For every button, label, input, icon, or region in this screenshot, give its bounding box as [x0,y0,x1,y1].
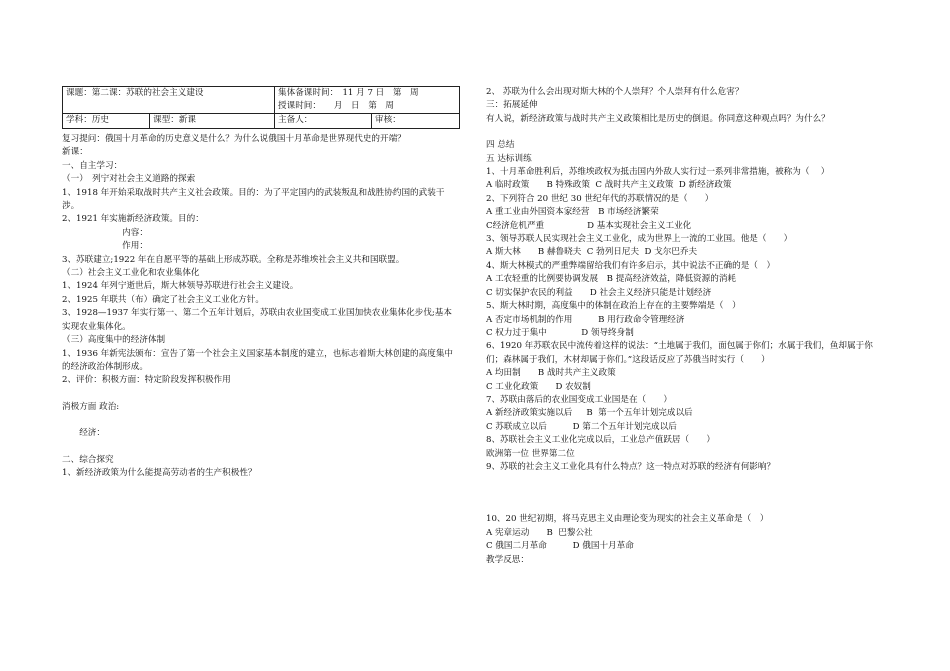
text-line: 2、 苏联为什么会出现对斯大林的个人崇拜？个人崇拜有什么危害？ [486,87,744,97]
text-line: 7、苏联由落后的农业国变成工业国是在（ ） [486,394,672,405]
text-line: A 重工业由外国资本家经营 B 市场经济繁荣 [486,207,659,218]
reviewer-cell: 审核： [372,114,460,129]
lesson-type-cell: 课型：新课 [150,114,275,129]
subject-cell: 学科：历史 [63,114,150,129]
text-line: 消极方面 政治: [62,401,120,412]
topic-cell: 课题：第二课：苏联的社会主义建设 [63,87,275,114]
text-line: 一、自主学习： [62,160,123,171]
text-line: 4、斯大林模式的严重弊端留给我们有许多启示，其中说法不正确的是（ ） [486,260,776,271]
left-column [62,86,460,480]
text-line: （一） 列宁对社会主义道路的探索 [62,174,196,185]
text-line: 新课： [62,147,88,158]
text-line: A 工农轻重的比例要协调发展 B 提高经济效益，降低资源的消耗 [486,274,737,285]
prep-time-cell [275,87,460,114]
text-line [62,414,460,427]
text-line: 四 总结 [486,140,515,151]
text-line: 3、领导苏联人民实现社会主义工业化，成为世界上一流的工业国。他是（ ） [486,234,793,245]
teach-time: 授课时间： 月 日 第 周 [278,101,395,111]
text-line: 1、新经济政策为什么能提高劳动者的生产积极性？ [62,467,257,478]
text-line: A 均田制 B 战时共产主义政策 [486,368,616,379]
text-line: 5、斯大林时期，高度集中的体制在政治上存在的主要弊端是（ ） [486,301,741,312]
text-line: C经济危机严重 D 基本实现社会主义工业化 [486,220,692,231]
text-line: 1、1924 年列宁逝世后，斯大林领导苏联进行社会主义建设。 [62,281,299,292]
text-line: 有人说，新经济政策与战时共产主义政策相比是历史的倒退。你同意这种观点吗？为什么？ [486,113,830,124]
text-line: 3、1928—1937 年实行第一、第二个五年计划后，苏联由农业国变成工业国加快农业集体化步伐;基本实现农业集体化。 [62,308,452,332]
text-line: 2、评价：积极方面：特定阶段发挥积极作用 [62,375,231,386]
text-line [62,441,460,454]
text-line: 2、下列符合 20 世纪 30 世纪年代的苏联情况的是（ ） [486,193,714,204]
right-body [486,86,886,567]
text-line: 复习提问：俄国十月革命的历史意义是什么？为什么说俄国十月革命是世界现代史的开端？ [62,134,406,144]
text-line: 1、十月革命胜利后，苏维埃政权为抵击国内外敌人实行过一系列非常措施，被称为（ ） [486,167,830,178]
text-line [486,126,886,139]
text-line: 经济： [62,428,105,439]
text-line: A 新经济政策实施以后 B 第一个五年计划完成以后 [486,408,693,419]
text-line: C 俄国二月革命 D 俄国十月革命 [486,541,634,552]
text-line: （二）社会主义工业化和农业集体化 [62,268,200,279]
text-line [62,388,460,401]
text-line: A 临时政策 B 特殊政策 C 战时共产主义政策 D 新经济政策 [486,180,732,191]
text-line [486,487,886,500]
text-line: 作用： [62,241,148,252]
text-line: 8、苏联社会主义工业化完成以后，工业总产值跃居（ ） [486,435,715,446]
text-line: 欧洲第一位 世界第二位 [486,448,575,459]
text-line [486,500,886,513]
text-line: 二、综合探究 [62,454,114,465]
text-line: 三：拓展延伸 [486,100,538,111]
prep-time: 集体备课时间： 11 月 7 日 第 周 [278,88,419,98]
text-line: 五 达标训练 [486,153,532,164]
text-line: 9、苏联的社会主义工业化具有什么特点？这一特点对苏联的经济有何影响？ [486,461,776,472]
text-line: A 斯大林 B 赫鲁晓夫 C 勃列日尼夫 D 戈尔巴乔夫 [486,247,698,258]
left-body [62,133,460,480]
text-line: 6、1920 年苏联农民中流传着这样的说法：“土地属于我们，面包属于你们；水属于我们，鱼却属于你们；森林属于我们，木材却属于你们。”这段话反应了苏俄当时实行（ ） [486,341,873,365]
text-line: 2、1925 年联共（布）确定了社会主义工业化方针。 [62,294,264,305]
text-line: 内容： [62,227,148,238]
text-line [486,474,886,487]
preparer-cell: 主备人： [275,114,372,129]
right-column [486,86,886,567]
text-line: 1、1936 年新宪法颁布：宣告了第一个社会主义国家基本制度的建立，也标志着斯大林创建的高度集中的经济政治体制形成。 [62,348,454,372]
text-line: C 苏联成立以后 D 第二个五年计划完成以后 [486,421,677,432]
text-line: 教学反思： [486,554,529,565]
text-line: 1、1918 年开始采取战时共产主义社会政策。目的：为了平定国内的武装叛乱和战胜协约国的武装干涉。 [62,187,445,212]
text-line: 2、1921 年实施新经济政策。目的： [62,214,204,225]
text-line: （三）高度集中的经济体制 [62,335,166,346]
text-line: 10、20 世纪初期，将马克思主义由理论变为现实的社会主义革命是（ ） [486,514,769,525]
text-line: C 权力过于集中 D 领导终身制 [486,327,634,338]
text-line: C 切实保护农民的利益 D 社会主义经济只能是计划经济 [486,287,712,298]
text-line: C 工业化政策 D 农奴制 [486,381,591,392]
header-table [62,86,460,129]
text-line: 3、苏联建立;1922 年在自愿平等的基础上形成苏联。全称是苏维埃社会主义共和国联盟。 [62,254,405,265]
text-line: A 宪章运动 B 巴黎公社 [486,527,593,538]
text-line: A 否定市场机制的作用 B 用行政命令管理经济 [486,314,685,325]
